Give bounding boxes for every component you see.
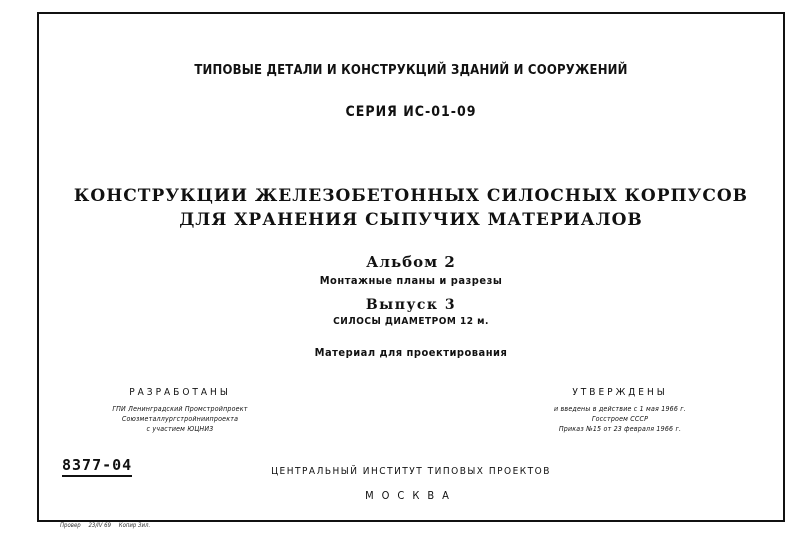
developed-heading: РАЗРАБОТАНЫ xyxy=(129,387,231,398)
note-checked: Провер xyxy=(60,522,81,529)
developed-line: с участием ЮЦНИ3 xyxy=(146,425,214,433)
issue-label: Выпуск 3 xyxy=(365,297,457,313)
approved-block xyxy=(520,387,720,434)
approved-line: Приказ №15 от 23 февраля 1966 г. xyxy=(558,425,682,433)
material-note: Материал для проектирования xyxy=(314,346,508,359)
institute-name: ЦЕНТРАЛЬНЫЙ ИНСТИТУТ ТИПОВЫХ ПРОЕКТОВ xyxy=(271,466,551,477)
document-code: 8377-04 xyxy=(62,456,132,477)
approved-line: и введены в действие с 1 мая 1966 г. xyxy=(554,405,686,413)
note-copy: Копир Зил. xyxy=(118,522,151,529)
series-code: СЕРИЯ ИС-01-09 xyxy=(345,104,477,120)
developed-line: ГПИ Ленинградский Промстройпроект xyxy=(112,405,248,413)
issue-subtitle: СИЛОСЫ ДИАМЕТРОМ 12 м. xyxy=(333,316,489,327)
approved-heading: УТВЕРЖДЕНЫ xyxy=(572,387,668,398)
series-title: ТИПОВЫЕ ДЕТАЛИ И КОНСТРУКЦИЙ ЗДАНИЙ И СООРУЖЕНИЙ xyxy=(194,63,628,78)
main-title-line1: КОНСТРУКЦИИ ЖЕЛЕЗОБЕТОННЫХ СИЛОСНЫХ КОРПУСОВ xyxy=(73,186,749,206)
city-name: МОСКВА xyxy=(365,489,457,502)
note-date: 23/IV 69 xyxy=(88,522,112,529)
approved-line: Госстроем СССР xyxy=(591,415,649,423)
handwritten-note xyxy=(60,522,156,529)
album-subtitle: Монтажные планы и разрезы xyxy=(319,274,503,287)
main-title-line2: ДЛЯ ХРАНЕНИЯ СЫПУЧИХ МАТЕРИАЛОВ xyxy=(179,210,643,230)
developed-block xyxy=(80,387,280,434)
album-label: Альбом 2 xyxy=(366,253,456,271)
developed-line: Союзметаллургстройниипроекта xyxy=(121,415,239,423)
